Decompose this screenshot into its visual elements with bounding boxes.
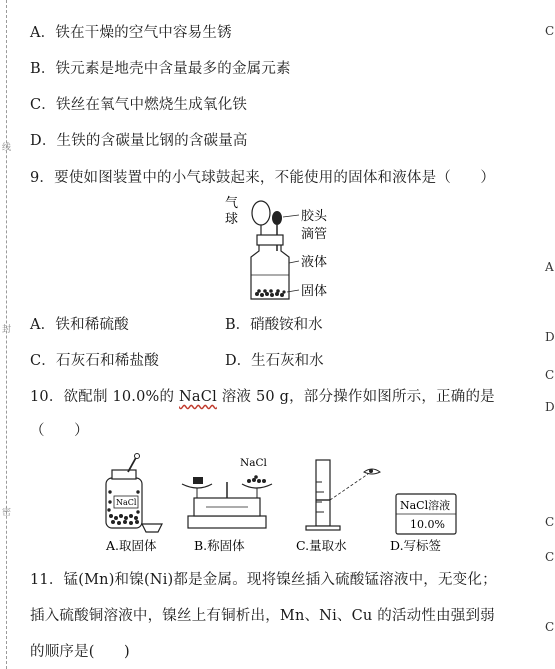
margin-char-feng: 封 — [2, 325, 12, 335]
caption-b: B.称固体 — [194, 538, 245, 553]
balance-label: NaCl — [240, 457, 267, 469]
edge-letter-6: C — [545, 515, 555, 529]
label-solid: 固体 — [301, 284, 328, 299]
label-dropper-1: 胶头 — [301, 209, 328, 224]
dropper-bulb — [272, 211, 282, 225]
q9-stem: 9．要使如图装置中的小气球鼓起来，不能使用的固体和液体是（ ） — [30, 170, 496, 186]
caption-a: A.取固体 — [106, 538, 157, 553]
q10-stem-post: 溶液 50 g，部分操作如图所示，正确的是 — [216, 389, 495, 405]
cylinder-figure — [306, 460, 380, 530]
q9-option-c: C．石灰石和稀盐酸 — [30, 353, 159, 369]
label-balloon-2: 球 — [225, 212, 239, 227]
q9-option-d: D．生石灰和水 — [225, 353, 324, 369]
balance-figure — [182, 457, 272, 528]
edge-letter-5: D — [545, 400, 555, 414]
edge-letter-2: A — [545, 260, 554, 274]
label-tag-figure — [396, 494, 456, 534]
stopper — [257, 235, 283, 245]
q10-stem-nacl: NaCl — [179, 389, 217, 405]
q10-stem — [30, 385, 495, 406]
tag-line2: 10.0% — [410, 518, 445, 531]
label-balloon-1: 气 — [225, 196, 239, 211]
margin-char-xian: 线 — [2, 143, 12, 153]
label-liquid: 液体 — [301, 255, 328, 270]
q11-line1: 11．锰(Mn)和镍(Ni)都是金属。现将镍丝插入硫酸锰溶液中，无变化； — [30, 572, 497, 588]
jar-figure — [106, 454, 162, 533]
edge-letter-8: C — [545, 620, 555, 634]
q11-line3: 的顺序是( ) — [30, 644, 130, 660]
caption-c: C.量取水 — [296, 538, 347, 553]
q8-option-a: A．铁在干燥的空气中容易生锈 — [30, 25, 232, 41]
edge-letter-3: D — [545, 330, 555, 344]
label-dropper-2: 滴管 — [301, 227, 328, 242]
q9-option-a: A．铁和稀硫酸 — [30, 317, 129, 333]
q10-stem-line2: （ ） — [30, 423, 89, 439]
edge-letter-7: C — [545, 550, 555, 564]
q8-option-d: D．生铁的含碳量比钢的含碳量高 — [30, 133, 248, 149]
q8-option-b: B．铁元素是地壳中含量最多的金属元素 — [30, 61, 291, 77]
edge-letter-4: C — [545, 368, 555, 382]
q9-apparatus-figure — [215, 193, 345, 305]
jar-label: NaCl — [116, 498, 137, 507]
caption-d: D.写标签 — [390, 538, 442, 553]
solid-particles — [255, 289, 286, 297]
q10-operations-figure — [98, 452, 458, 556]
margin-char-mi: 密 — [2, 508, 12, 518]
edge-letter-1: C — [545, 24, 555, 38]
q9-option-b: B．硝酸铵和水 — [225, 317, 323, 333]
balloon — [252, 201, 270, 225]
q10-stem-pre: 10．欲配制 10.0%的 — [30, 389, 180, 405]
q8-option-c: C．铁丝在氧气中燃烧生成氧化铁 — [30, 97, 248, 113]
tag-line1: NaCl溶液 — [400, 499, 451, 512]
q11-line2: 插入硫酸铜溶液中，镍丝上有铜析出，Mn、Ni、Cu 的活动性由强到弱 — [30, 608, 495, 624]
